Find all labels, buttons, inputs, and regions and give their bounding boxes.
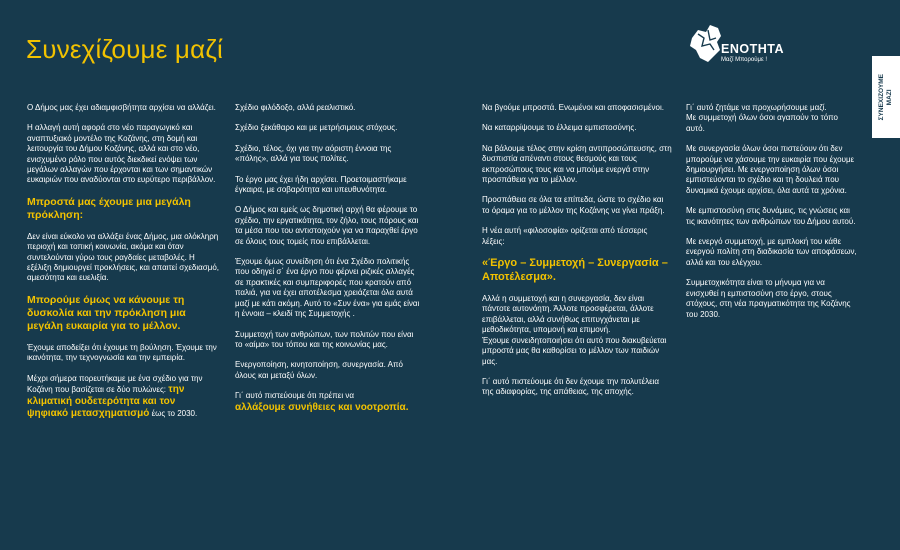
paragraph: Με συνεργασία όλων όσοι πιστεύουν ότι δεν μπορούμε να χάσουμε την ευκαιρία που έχουμε δημιουργήσει. Με ενεργοποίηση όλων όσοι εμπιστεύονται το σχέδιο και τη δουλειά που δυναμικά έχουμε αρχίσει, όλα αυτά τα χρόνια. (686, 144, 855, 195)
side-tab-line-1: ΣΥΝΕΧΙΖΟΥΜΕ (878, 73, 885, 121)
highlight-inline: αλλάξουμε συνήθειες και νοοτροπία. (235, 401, 409, 413)
paragraph: Να καταρρίψουμε το έλλειμα εμπιστοσύνης. (482, 123, 637, 133)
side-tab[interactable] (872, 56, 900, 138)
paragraph: Συμμετοχικότητα είναι το μήνυμα για να ενισχυθεί η εμπιστοσύνη στο έργο, στους στόχους, στη νέα πραγματικότητα της Κοζάνης του 2030. (686, 278, 851, 319)
paragraph: Έχουμε αποδείξει ότι έχουμε τη βούληση. Έχουμε την ικανότητα, την τεχνογνωσία και την εμπειρία. (27, 342, 217, 363)
paragraph: Σχέδιο φιλόδοξο, αλλά ρεαλιστικό. (235, 103, 356, 112)
highlight-heading: «Έργο – Συμμετοχή – Συνεργασία – Αποτέλεσμα». (482, 257, 668, 283)
paragraph: Σχέδιο ξεκάθαρο και με μετρήσιμους στόχους. (235, 123, 398, 133)
text-column-4 (686, 103, 858, 330)
paragraph: Έχουμε όμως συνείδηση ότι ένα Σχέδιο πολιτικής που οδηγεί σ΄ ένα έργο που φέρνει ριζικές αλλαγές σε πρακτικές και συμπεριφορές που κρατούν από παλιά, για να έχει αποτέλεσμα χρειάζεται όλα αυτά μαζί με κάτι ακόμη. Αυτό το «Συν ένα» για εμάς είναι η έννοια – κλειδί της Συμμετοχής . (235, 257, 420, 319)
paragraph: Να βάλουμε τέλος στην κρίση αντιπροσώπευσης, στη δυσπιστία απέναντι στους θεσμούς και τους εκπροσώπους τους και να μπούμε ενεργά στην προσπάθεια για το μέλλον. (482, 143, 672, 185)
paragraph: Δεν είναι εύκολο να αλλάξει ένας Δήμος, μια ολόκληρη περιοχή και τοπική κοινωνία, ακόμα και όταν συντελούνται γύρω τους ραγδαίες μεταβολές. Η εξέλιξη δημιουργεί προκλήσεις, και απαιτεί σχεδιασμό, αμεσότητα και ευελιξία. (27, 231, 219, 283)
paragraph-text: έως το 2030. (151, 409, 198, 419)
side-tab-line-2: ΜΑΖΙ (886, 89, 893, 105)
paragraph: Σχέδιο, τέλος, όχι για την αόριστη έννοια της «πόλης», αλλά για τους πολίτες. (235, 143, 392, 164)
paragraph (686, 103, 858, 134)
paragraph (235, 391, 421, 413)
paragraph: Το έργο μας έχει ήδη αρχίσει. Προετοιμαστήκαμε έγκαιρα, με σοβαρότητα και υπευθυνότητα. (235, 174, 407, 195)
paragraph: Με εμπιστοσύνη στις δυνάμεις, τις γνώσεις και τις ικανότητες των ανθρώπων του Δήμου αυτού. (686, 206, 856, 226)
logo-wordmark: ΕΝΟΤΗΤΑ (721, 42, 784, 56)
paragraph: Η νέα αυτή «φιλοσοφία» ορίζεται από τέσσερις λέξεις: (482, 226, 648, 246)
paragraph: Ενεργοποίηση, κινητοποίηση, συνεργασία. Από όλους και μεταξύ όλων. (235, 360, 403, 380)
text-column-2 (235, 103, 421, 414)
paragraph: Η αλλαγή αυτή αφορά στο νέο παραγωγικό και αναπτυξιακό μοντέλο της Κοζάνης, στη δομή και λειτουργία του Δήμου Κοζάνης, αλλά και στο νέο, ενισχυμένο ρόλο που αυτός διεκδικεί ενόψει των μεγάλων αλλαγών που έρχονται και των σημαντικών ευκαιριών που αναδύονται στο ευρύτερο περιβάλλον. (27, 123, 216, 185)
highlight-inline: την κλιματική ουδετερότητα και τον ψηφιακό μετασχηματισμό (27, 384, 185, 420)
logo-slogan: Μαζί Μπορούμε ! (721, 57, 767, 63)
paragraph-text: Γι΄ αυτό πιστεύουμε ότι πρέπει να (235, 391, 354, 401)
highlight-heading: Μπροστά μας έχουμε μια μεγάλη πρόκληση: (27, 195, 191, 221)
side-tab-label (878, 74, 894, 120)
paragraph: Έχουμε συνειδητοποιήσει ότι αυτό που διακυβεύεται μπροστά μας θα καθορίσει το μέλλον των παιδιών μας. (482, 335, 667, 366)
paragraph: Να βγούμε μπροστά. Ενωμένοι και αποφασισμένοι. (482, 103, 664, 112)
text-column-1 (27, 103, 219, 420)
paragraph: Ο Δήμος μας έχει αδιαμφισβήτητα αρχίσει να αλλάζει. (27, 103, 216, 112)
paragraph: Αλλά η συμμετοχή και η συνεργασία, δεν είναι πάντοτε αυτονόητη. Άλλοτε προσφέρεται, άλλοτε επιβάλλεται, αλλά συνήθως επιτυγχάνεται με μεθοδικότητα, υπομονή και επιμονή. (482, 294, 654, 335)
page-title: Συνεχίζουμε μαζί (26, 34, 223, 64)
paragraph: Γι΄ αυτό πιστεύουμε ότι δεν έχουμε την πολυτέλεια της αδιαφορίας, της απάθειας, της αποχής. (482, 376, 660, 397)
paragraph: Με ενεργό συμμετοχή, με εμπλοκή του κάθε ενεργού πολίτη στη διαδικασία των αποφάσεων, αλλά και του ελέγχου. (686, 237, 857, 267)
paragraph (27, 374, 219, 420)
text-column-3 (482, 103, 672, 408)
paragraph-text: Γι΄ αυτό ζητάμε να προχωρήσουμε μαζί. (686, 103, 827, 112)
paragraph: Προσπάθεια σε όλα τα επίπεδα, ώστε το σχέδιο και το όραμα για το μέλλον της Κοζάνης να γίνει πράξη. (482, 195, 665, 215)
paragraph: Ο Δήμος και εμείς ως δημοτική αρχή θα φέρουμε το σχέδιο, την εργατικότητα, τον ζήλο, τους πόρους και τα μέσα που του αντιστοιχούν για να παραχθεί έργο σε όλους τους τομείς που επιβάλλεται. (235, 205, 419, 246)
paragraph: Συμμετοχή των ανθρώπων, των πολιτών που είναι το «αίμα» του τόπου και της κοινωνίας μας. (235, 329, 414, 349)
paragraph-text: Μέχρι σήμερα πορευτήκαμε με ένα σχέδιο για την Κοζάνη που βασίζεται σε δύο πυλώνες: (27, 373, 203, 395)
paragraph-text: Με συμμετοχή όλων όσοι αγαπούν το τόπο αυτό. (686, 113, 838, 133)
highlight-heading: Μπορούμε όμως να κάνουμε τη δυσκολία και την πρόκληση μια μεγάλη ευκαιρία για το μέλλον. (27, 293, 186, 332)
